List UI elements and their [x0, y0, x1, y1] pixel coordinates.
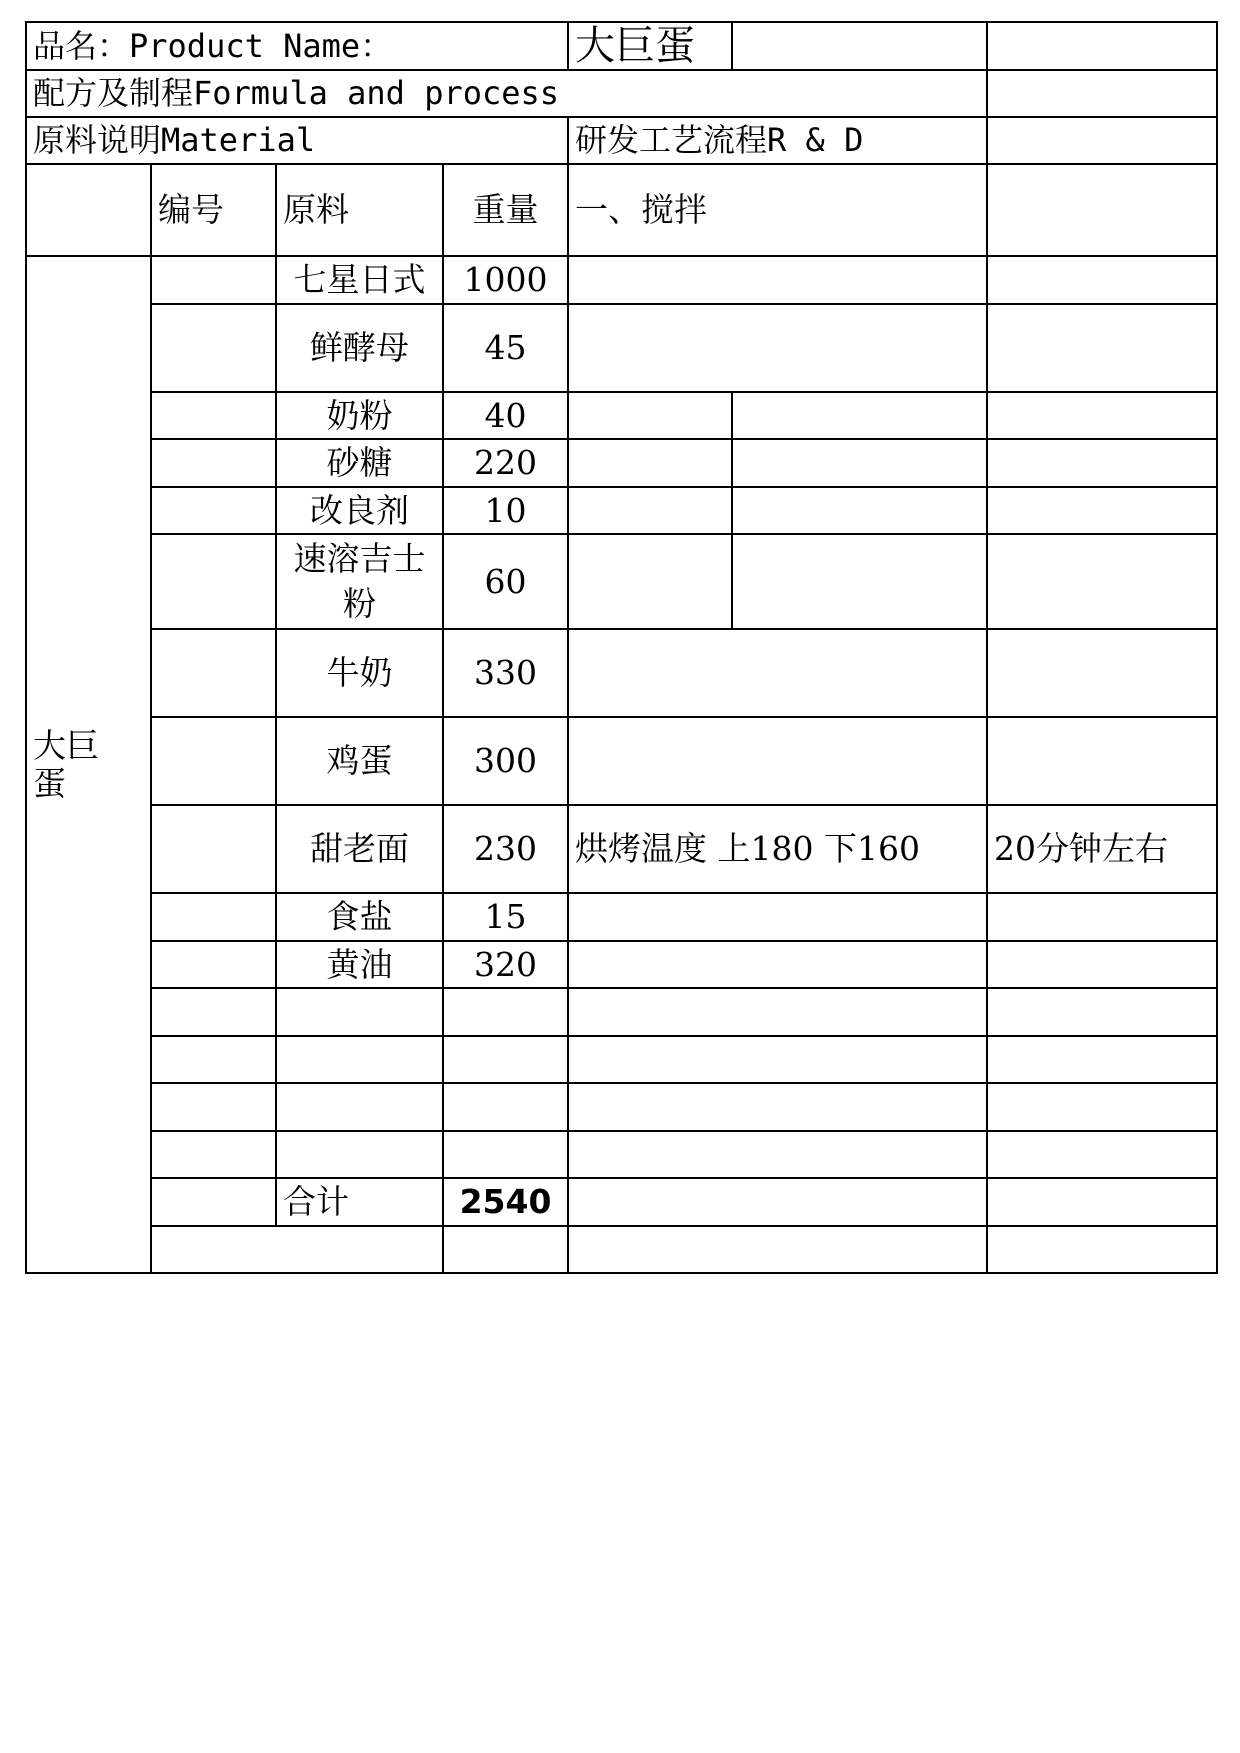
number-cell — [151, 717, 276, 805]
number-cell — [151, 1178, 276, 1226]
empty-cell — [987, 117, 1217, 164]
ingredient-weight: 10 — [443, 487, 568, 534]
group-label: 大巨蛋 — [26, 256, 151, 1273]
material-label: 原料说明Material — [26, 117, 568, 164]
empty-cell — [443, 1036, 568, 1083]
empty-cell — [568, 1131, 987, 1178]
number-cell — [151, 439, 276, 487]
empty-cell — [568, 487, 732, 534]
ingredient-weight: 220 — [443, 439, 568, 487]
ingredient-name: 鲜酵母 — [276, 304, 443, 392]
empty-cell — [987, 1178, 1217, 1226]
baking-temperature: 烘烤温度 上180 下160 — [568, 805, 987, 893]
empty-cell — [987, 534, 1217, 629]
empty-cell — [568, 629, 987, 717]
ingredient-weight: 15 — [443, 893, 568, 941]
ingredient-weight: 330 — [443, 629, 568, 717]
empty-cell — [568, 1083, 987, 1131]
formula-label: 配方及制程Formula and process — [26, 70, 987, 117]
empty-cell — [151, 1226, 443, 1273]
total-label: 合计 — [276, 1178, 443, 1226]
empty-cell — [987, 1226, 1217, 1273]
empty-cell — [276, 1083, 443, 1131]
empty-cell — [732, 487, 987, 534]
empty-cell — [568, 534, 732, 629]
ingredient-weight: 40 — [443, 392, 568, 439]
empty-cell — [987, 1131, 1217, 1178]
column-header-material: 原料 — [276, 164, 443, 256]
ingredient-name: 牛奶 — [276, 629, 443, 717]
empty-cell — [26, 164, 151, 256]
empty-cell — [987, 893, 1217, 941]
empty-cell — [276, 1131, 443, 1178]
ingredient-weight: 45 — [443, 304, 568, 392]
empty-cell — [443, 1083, 568, 1131]
ingredient-weight: 60 — [443, 534, 568, 629]
number-cell — [151, 805, 276, 893]
total-value: 2540 — [443, 1178, 568, 1226]
empty-cell — [443, 1131, 568, 1178]
empty-cell — [568, 1226, 987, 1273]
number-cell — [151, 629, 276, 717]
empty-cell — [987, 304, 1217, 392]
ingredient-weight: 300 — [443, 717, 568, 805]
number-cell — [151, 893, 276, 941]
number-cell — [151, 487, 276, 534]
number-cell — [151, 1083, 276, 1131]
empty-cell — [987, 70, 1217, 117]
empty-cell — [732, 392, 987, 439]
empty-cell — [568, 941, 987, 988]
empty-cell — [732, 534, 987, 629]
number-cell — [151, 392, 276, 439]
step-mixing: 一、搅拌 — [568, 164, 987, 256]
number-cell — [151, 988, 276, 1036]
ingredient-weight: 320 — [443, 941, 568, 988]
empty-cell — [276, 988, 443, 1036]
empty-cell — [568, 1178, 987, 1226]
empty-cell — [987, 1036, 1217, 1083]
empty-cell — [987, 717, 1217, 805]
ingredient-weight: 230 — [443, 805, 568, 893]
ingredient-name: 食盐 — [276, 893, 443, 941]
empty-cell — [732, 439, 987, 487]
empty-cell — [568, 1036, 987, 1083]
empty-cell — [568, 893, 987, 941]
ingredient-name: 黄油 — [276, 941, 443, 988]
number-cell — [151, 304, 276, 392]
ingredient-name: 速溶吉士粉 — [276, 534, 443, 629]
ingredient-name: 七星日式 — [276, 256, 443, 304]
empty-cell — [987, 988, 1217, 1036]
empty-cell — [443, 988, 568, 1036]
recipe-table — [25, 21, 1218, 1274]
empty-cell — [568, 439, 732, 487]
ingredient-name: 奶粉 — [276, 392, 443, 439]
product-name-value: 大巨蛋 — [568, 22, 732, 70]
empty-cell — [568, 304, 987, 392]
empty-cell — [987, 164, 1217, 256]
number-cell — [151, 941, 276, 988]
number-cell — [151, 256, 276, 304]
ingredient-name: 甜老面 — [276, 805, 443, 893]
empty-cell — [568, 988, 987, 1036]
column-header-number: 编号 — [151, 164, 276, 256]
empty-cell — [987, 1083, 1217, 1131]
empty-cell — [987, 941, 1217, 988]
ingredient-name: 改良剂 — [276, 487, 443, 534]
empty-cell — [987, 629, 1217, 717]
empty-cell — [568, 392, 732, 439]
empty-cell — [568, 717, 987, 805]
empty-cell — [987, 392, 1217, 439]
number-cell — [151, 534, 276, 629]
empty-cell — [276, 1036, 443, 1083]
number-cell — [151, 1131, 276, 1178]
baking-time: 20分钟左右 — [987, 805, 1217, 893]
empty-cell — [987, 22, 1217, 70]
number-cell — [151, 1036, 276, 1083]
column-header-weight: 重量 — [443, 164, 568, 256]
product-name-label: 品名：Product Name： — [26, 22, 568, 70]
empty-cell — [732, 22, 987, 70]
empty-cell — [443, 1226, 568, 1273]
rd-label: 研发工艺流程R & D — [568, 117, 987, 164]
empty-cell — [568, 256, 987, 304]
ingredient-name: 鸡蛋 — [276, 717, 443, 805]
empty-cell — [987, 439, 1217, 487]
ingredient-weight: 1000 — [443, 256, 568, 304]
empty-cell — [987, 256, 1217, 304]
ingredient-name: 砂糖 — [276, 439, 443, 487]
empty-cell — [987, 487, 1217, 534]
